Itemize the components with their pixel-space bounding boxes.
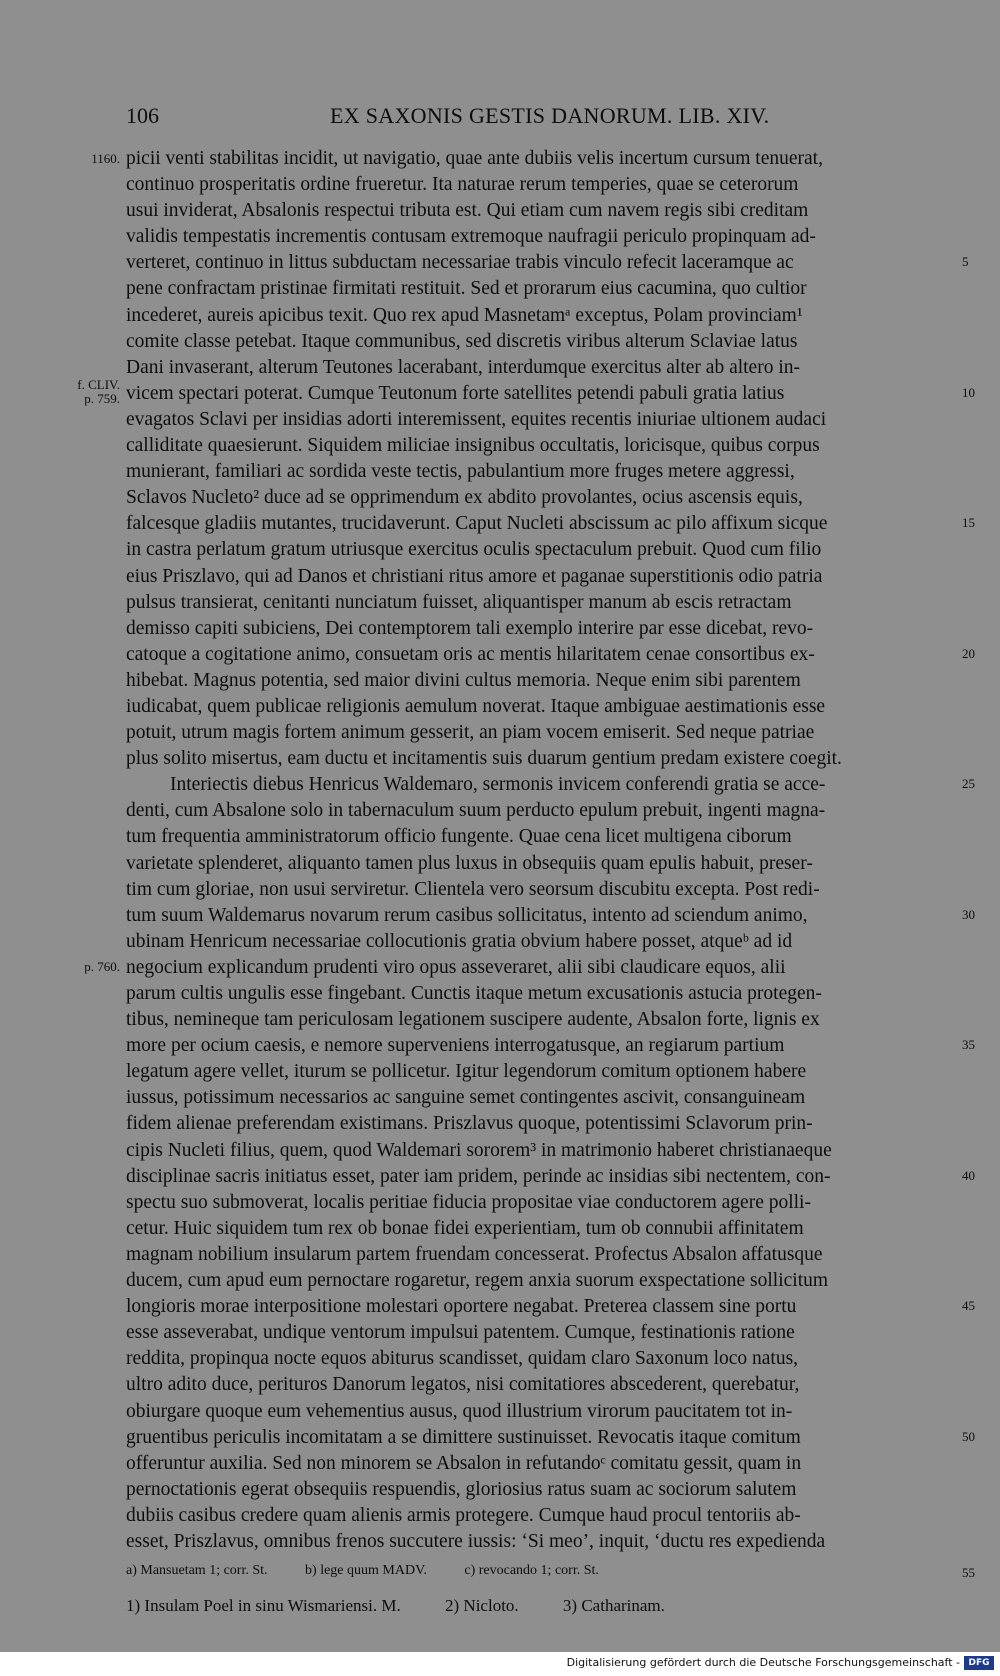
notes-line-number: 55 [962, 1565, 975, 1580]
text-line: tim cum gloriae, non usui serviretur. Clientela vero seorsum discubitu excepta. Post redi- [126, 878, 820, 900]
text-line: falcesque gladiis mutantes, trucidaverunt. Caput Nucleti abscissum ac pilo affixum sicque [126, 513, 828, 535]
text-line: cipis Nucleti filius, quem, quod Waldemari sororem³ in matrimonio haberet christianaeque [126, 1139, 832, 1161]
text-line: esse asseverabat, undique ventorum impulsui patentem. Cumque, festinationis ratione [126, 1322, 795, 1344]
text-line: continuo prosperitatis ordine frueretur. Ita naturae rerum temperies, quae se ceterorum [126, 174, 799, 196]
text-line: more per ocium caesis, e nemore superveniens interrogatusque, an regiarum partium [126, 1035, 785, 1057]
text-line: Sclavos Nucleto² duce ad se opprimendum ex abdito provolantes, ocius ascensis equis, [126, 487, 803, 509]
text-line: varietate splenderet, aliquanto tamen plus luxus in obsequiis quam epulis habuit, preser- [126, 852, 813, 874]
text-line: evagatos Sclavi per insidias adorti interemissent, equites recentis iniuriae ultionem audaci [126, 408, 827, 430]
text-line: verteret, continuo in littus subductam necessariae trabis vinculo refecit laceramque ac [126, 252, 794, 274]
text-line: ducem, cum apud eum pernoctare rogaretur, regem anxia suorum exspectatione sollicitum [126, 1270, 829, 1292]
line-number: 25 [962, 776, 975, 791]
text-line: parum cultis ungulis esse fingebant. Cunctis itaque metum excusationis astucia protegen- [126, 983, 822, 1004]
text-line: legatum agere vellet, iturum se pollicetur. Igitur legendorum comitum optionem habere [126, 1061, 807, 1083]
text-line: calliditate quaesierunt. Siquidem miliciae insignibus occultatis, loricisque, quibus corpus [126, 435, 820, 457]
text-line: tum suum Waldemarus novarum rerum casibus sollicitatus, intento ad sciendum animo, [126, 904, 808, 926]
footnote-3: 3) Catharinam. [562, 1596, 665, 1615]
text-line: Interiectis diebus Henricus Waldemaro, sermonis invicem conferendi gratia se acce- [170, 774, 826, 796]
text-line: cetur. Huic siquidem tum rex ob bonae fidei experientiam, tum ob connubii affinitatem [126, 1217, 804, 1239]
page-number: 106 [126, 103, 159, 128]
line-number: 15 [962, 515, 975, 530]
text-line: reddita, propinqua nocte equos abiturus scandisset, quidam claro Saxonum loco natus, [126, 1348, 799, 1370]
text-line: validis tempestatis incrementis contusam extremoque naufragii periculo propinquam ad- [126, 226, 816, 248]
footer-bar [0, 1652, 1000, 1676]
dfg-logo: DFG [964, 1656, 994, 1670]
text-line: magnam nobilium insularum partem fruendam concesserat. Profectus Absalon affatusque [126, 1243, 823, 1265]
running-title: EX SAXONIS GESTIS DANORUM. LIB. XIV. [330, 103, 770, 128]
text-line: offeruntur auxilia. Sed non minorem se Absalon in refutandoᶜ comitatu gessit, quam in [126, 1452, 802, 1474]
text-line: in castra perlatum gratum utriusque exercitus oculis spectaculum prebuit. Quod cum filio [126, 539, 822, 561]
note-c: c) revocando 1; corr. St. [464, 1563, 599, 1578]
text-line: catoque a cogitatione animo, consuetam oris ac mentis hilaritatem cenae consortibus ex- [126, 643, 815, 665]
note-a: a) Mansuetam 1; corr. St. [126, 1563, 268, 1578]
footnote-2: 2) Nicloto. [445, 1596, 519, 1615]
text-line: spectu suo submoverat, localis peritiae fiducia propositae viae conductorem agere polli- [126, 1191, 811, 1213]
text-line: negocium explicandum prudenti viro opus asseveraret, alii sibi claudicare equos, alii [126, 956, 786, 978]
text-line: disciplinae sacris initiatus esset, pater iam pridem, perinde ac insidias sibi nectentem, con- [126, 1165, 831, 1187]
line-number: 5 [962, 254, 969, 269]
text-line: hibebat. Magnus potentia, sed maior divini cultus memoria. Neque enim sibi parentem [126, 669, 801, 691]
footnote-1: 1) Insulam Poel in sinu Wismariensi. M. [126, 1596, 401, 1615]
margin-folio: f. CLIV. [77, 377, 120, 392]
text-line: tum frequentia amministratorum officio fungente. Quae cena licet multigena ciborum [126, 826, 792, 848]
text-line: pernoctationis egerat obsequiis respuendis, gloriosius ratus suam ac sociorum salutem [126, 1478, 797, 1500]
text-line: plus solito misertus, eam ductu et incitamentis suis duarum gentium predam existere coegit. [126, 748, 842, 770]
main-text [126, 146, 958, 1555]
text-line: tibus, nemineque tam periculosam legationem suscipere audente, Absalon forte, lignis ex [126, 1009, 820, 1031]
text-line: dubiis casibus credere quam alienis armis protegere. Cumque haud procul tentoriis ab- [126, 1504, 801, 1526]
text-line: comite classe petebat. Itaque communibus, sed discretis viribus alterum Sclaviae latus [126, 330, 798, 352]
text-line: potuit, utrum magis fortem animum gesserit, an piam vocem emiserit. Sed neque patriae [126, 722, 815, 744]
note-b: b) lege quum MADV. [305, 1563, 427, 1578]
text-line: fidem alienae preferendam existimans. Priszlavus quoque, potentissimi Sclavorum prin- [126, 1113, 813, 1135]
footnotes [126, 1596, 705, 1616]
text-line: obiurgare quoque eum vehementius ausus, quod illustrium virorum paucitatem tot in- [126, 1400, 793, 1422]
text-line: ultro adito duce, perituros Danorum legatos, nisi comitatiores abscederent, querebatur, [126, 1374, 800, 1396]
margin-page-759: p. 759. [84, 391, 120, 406]
text-line: munierant, familiari ac sordida veste tectis, pabulantium more fruges metere aggressi, [126, 461, 795, 483]
text-line: demisso capiti subiciens, Dei contemptorem tali exemplo interire par esse dicebat, revo- [126, 617, 814, 639]
text-line: longioris morae interpositione molestari oportere negabat. Preterea classem sine portu [126, 1296, 797, 1318]
text-line: denti, cum Absalone solo in tabernaculum suum perducto epulum prebuit, ingenti magna- [126, 800, 826, 822]
text-line: usui inviderat, Absalonis respectui tributa est. Qui etiam cum navem regis sibi creditam [126, 200, 809, 222]
line-number: 45 [962, 1298, 975, 1313]
text-line: incederet, aureis apicibus texit. Quo rex apud Masnetamᵃ exceptus, Polam provinciam¹ [126, 304, 803, 326]
page-header [0, 100, 1000, 136]
line-number: 40 [962, 1168, 975, 1183]
footer-credit: Digitalisierung gefördert durch die Deutsche Forschungsgemeinschaft - [566, 1656, 960, 1669]
text-line: Dani invaserant, alterum Teutones lacerabant, interdumque exercitus alter ab altero in- [126, 356, 800, 378]
margin-year: 1160. [91, 151, 120, 166]
text-line: esset, Priszlavus, omnibus frenos succutere iussis: ‘Si meo’, inquit, ‘ductu res expedienda [126, 1530, 826, 1552]
line-number: 30 [962, 907, 975, 922]
text-line: eius Priszlavo, qui ad Danos et christiani ritus amore et paganae superstitionis odio patria [126, 565, 823, 587]
text-line: gruentibus periculis incomitatam a se dimittere sustinuisset. Revocatis itaque comitum [126, 1426, 801, 1448]
text-line: ubinam Henricum necessariae collocutionis gratia obvium habere posset, atqueᵇ ad id [126, 930, 793, 952]
line-number: 50 [962, 1429, 975, 1444]
text-line: vicem spectari poterat. Cumque Teutonum forte satellites petendi pabuli gratia latius [126, 382, 785, 404]
text-line: iussus, potissimum necessarios ac sanguine semet contingentes ascivit, consanguineam [126, 1087, 806, 1109]
text-line: iudicabat, quem publicae religionis aemulum noverat. Itaque ambiguae aestimationis esse [126, 695, 826, 717]
text-line: pulsus transierat, cenitanti nunciatum fuisset, aliquantisper manum ab escis retractam [126, 591, 792, 613]
critical-apparatus [126, 1563, 956, 1579]
text-line: pene confractam pristinae firmitati restituit. Sed et prorarum eius cacumina, quo cultior [126, 278, 807, 300]
line-number: 10 [962, 385, 975, 400]
line-number: 35 [962, 1037, 975, 1052]
line-number: 20 [962, 646, 975, 661]
text-line: picii venti stabilitas incidit, ut navigatio, quae ante dubiis velis incertum cursum tenuerat, [126, 148, 823, 169]
margin-page-760: p. 760. [84, 959, 120, 974]
